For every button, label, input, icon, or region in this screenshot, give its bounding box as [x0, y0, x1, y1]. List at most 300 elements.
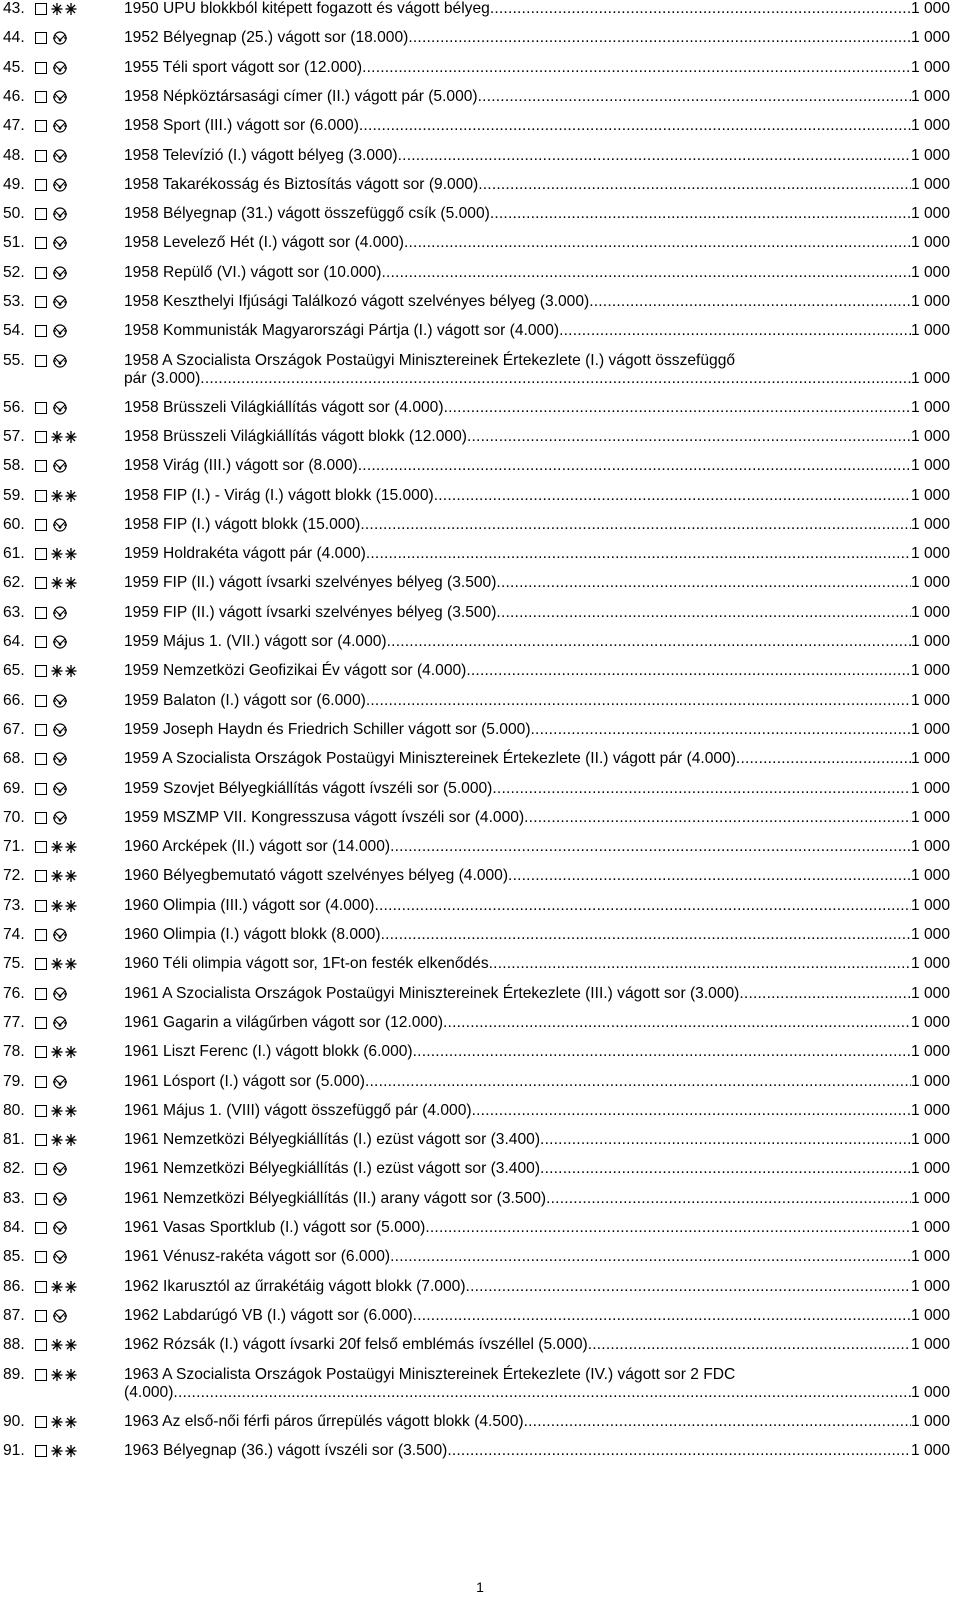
item-price: 1 000 [910, 838, 950, 856]
dot-leader [739, 985, 911, 1003]
item-price: 1 000 [910, 1043, 950, 1061]
postmark-icon [51, 723, 77, 737]
item-title: 1958 Televízió (I.) vágott bélyeg (3.000) [124, 146, 398, 164]
item-description [124, 809, 950, 827]
item-number: 43. [3, 0, 25, 17]
item-title: 1958 Brüsszeli Világkiállítás vágott sor (4.000) [124, 398, 444, 416]
asterisk-pair-icon [51, 489, 77, 503]
asterisk-pair-icon [51, 1415, 77, 1429]
checkbox[interactable] [35, 179, 47, 191]
asterisk-pair-icon [51, 430, 77, 444]
dot-leader [173, 1384, 911, 1402]
dot-leader [540, 1131, 911, 1149]
item-number: 61. [3, 545, 25, 563]
list-item [3, 692, 950, 710]
dot-leader [381, 926, 911, 944]
item-title: 1960 Bélyegbemutató vágott szelvényes bélyeg (4.000) [124, 867, 509, 885]
dot-leader [434, 487, 911, 505]
checkbox[interactable] [35, 1076, 47, 1088]
item-price: 1 000 [910, 1189, 950, 1207]
dot-leader [466, 662, 911, 680]
item-price: 1 000 [910, 955, 950, 973]
dot-leader [540, 1160, 911, 1178]
item-number: 75. [3, 955, 25, 973]
dot-leader [559, 322, 911, 340]
item-price: 1 000 [910, 1441, 950, 1459]
item-number: 65. [3, 662, 25, 680]
list-item [3, 1413, 950, 1431]
item-title: 1958 FIP (I.) - Virág (I.) vágott blokk (15.000) [124, 486, 434, 504]
item-price: 1 000 [910, 146, 950, 164]
item-title-continuation-line [124, 370, 950, 388]
list-item [3, 516, 950, 534]
asterisk-pair-icon [51, 899, 77, 913]
item-number: 57. [3, 427, 25, 445]
item-price: 1 000 [910, 58, 950, 76]
checkbox[interactable] [35, 208, 47, 220]
item-number: 47. [3, 117, 25, 135]
checkbox[interactable] [35, 1251, 47, 1263]
checkbox[interactable] [35, 120, 47, 132]
item-description [124, 780, 950, 798]
item-price: 1 000 [910, 896, 950, 914]
dot-leader [374, 897, 910, 915]
item-title: 1958 Sport (III.) vágott sor (6.000) [124, 117, 359, 135]
item-description [124, 1014, 950, 1032]
checkbox[interactable] [35, 929, 47, 941]
checkbox[interactable] [35, 1193, 47, 1205]
checkbox[interactable] [35, 958, 47, 970]
dot-leader [398, 147, 911, 165]
item-price: 1 000 [910, 720, 950, 738]
item-price: 1 000 [910, 486, 950, 504]
item-number: 86. [3, 1277, 25, 1295]
item-price: 1 000 [910, 867, 950, 885]
item-title: 1963 A Szocialista Országok Postaügyi Minisztereinek Értekezlete (IV.) vágott sor 2 FDC [124, 1365, 736, 1383]
checkbox[interactable] [35, 431, 47, 443]
checkbox[interactable] [35, 1310, 47, 1322]
checkbox[interactable] [35, 870, 47, 882]
item-title: 1959 MSZMP VII. Kongresszusa vágott ívszéli sor (4.000) [124, 808, 525, 826]
list-item [3, 29, 950, 47]
asterisk-pair-icon [51, 547, 77, 561]
checkbox[interactable] [35, 402, 47, 414]
item-number: 48. [3, 146, 25, 164]
item-title: 1958 A Szocialista Országok Postaügyi Minisztereinek Értekezlete (I.) vágott összefüggő [124, 351, 736, 369]
item-description [124, 662, 950, 680]
postmark-icon [51, 1250, 77, 1264]
item-description [124, 838, 950, 856]
list-item [3, 633, 950, 651]
list-item [3, 399, 950, 417]
checkbox[interactable] [35, 1017, 47, 1029]
item-price: 1 000 [910, 175, 950, 193]
item-title: 1961 Liszt Ferenc (I.) vágott blokk (6.000) [124, 1043, 413, 1061]
item-number: 81. [3, 1131, 25, 1149]
page-number: 1 [476, 1579, 484, 1595]
item-price: 1 000 [910, 1306, 950, 1324]
item-number: 85. [3, 1248, 25, 1266]
dot-leader [362, 59, 911, 77]
item-description [124, 1307, 950, 1325]
list-item [3, 428, 950, 446]
item-number: 56. [3, 398, 25, 416]
checkbox[interactable] [35, 665, 47, 677]
list-item [3, 721, 950, 739]
postmark-icon [51, 1075, 77, 1089]
list-item [3, 604, 950, 622]
item-number: 60. [3, 515, 25, 533]
checkbox[interactable] [35, 1369, 47, 1381]
item-description [124, 985, 950, 1003]
asterisk-pair-icon [51, 2, 77, 16]
dot-leader [524, 809, 911, 827]
asterisk-pair-icon [51, 1368, 77, 1382]
item-number: 68. [3, 750, 25, 768]
item-title: 1958 Keszthelyi Ifjúsági Találkozó vágott szelvényes bélyeg (3.000) [124, 293, 590, 310]
dot-leader [200, 370, 911, 388]
item-description [124, 147, 950, 165]
postmark-icon [51, 606, 77, 620]
item-description [124, 1102, 950, 1120]
dot-leader [444, 399, 911, 417]
dot-leader [588, 1336, 911, 1354]
item-number: 73. [3, 896, 25, 914]
list-item [3, 926, 950, 944]
checkbox[interactable] [35, 32, 47, 44]
item-title: 1961 Nemzetközi Bélyegkiállítás (II.) arany vágott sor (3.500) [124, 1189, 547, 1207]
dot-leader [478, 88, 911, 106]
dot-leader [359, 117, 911, 135]
checkbox[interactable] [35, 490, 47, 502]
checkbox[interactable] [35, 1105, 47, 1117]
postmark-icon [51, 31, 77, 45]
list-item [3, 59, 950, 77]
item-price: 1 000 [910, 1131, 950, 1149]
item-description [124, 29, 950, 47]
checkbox[interactable] [35, 237, 47, 249]
item-number: 74. [3, 926, 25, 943]
item-description [124, 1160, 950, 1178]
dot-leader [408, 29, 911, 47]
checkbox[interactable] [35, 1134, 47, 1146]
item-number: 49. [3, 175, 25, 193]
list-item [3, 955, 950, 973]
list-item [3, 867, 950, 885]
list-item [3, 264, 950, 282]
list-item [3, 147, 950, 165]
item-price: 1 000 [910, 662, 950, 680]
item-title: 1962 Rózsák (I.) vágott ívsarki 20f felső emblémás ívszéllel (5.000) [124, 1336, 588, 1354]
item-description [124, 955, 950, 973]
checkbox[interactable] [35, 548, 47, 560]
list-item [3, 1102, 950, 1120]
item-title: 1961 A Szocialista Országok Postaügyi Minisztereinek Értekezlete (III.) vágott sor (3.000) [124, 984, 740, 1002]
item-description [124, 399, 950, 417]
postmark-icon [51, 1309, 77, 1323]
checkbox[interactable] [35, 1222, 47, 1234]
item-price: 1 000 [910, 515, 950, 533]
item-price: 1 000 [910, 322, 950, 340]
item-title: 1958 Kommunisták Magyarországi Pártja (I.) vágott sor (4.000) [124, 322, 560, 340]
list-item [3, 1043, 950, 1061]
postmark-icon [51, 324, 77, 338]
postmark-icon [51, 354, 77, 368]
checkbox[interactable] [35, 636, 47, 648]
item-description [124, 1248, 950, 1266]
item-description [124, 633, 950, 651]
postmark-icon [51, 119, 77, 133]
item-price: 1 000 [910, 1248, 950, 1266]
list-item [3, 574, 950, 592]
dot-leader [546, 1190, 911, 1208]
checkbox[interactable] [35, 150, 47, 162]
asterisk-pair-icon [51, 1133, 77, 1147]
item-number: 62. [3, 574, 25, 592]
postmark-icon [51, 782, 77, 796]
item-price: 1 000 [910, 1013, 950, 1031]
item-description [124, 574, 950, 592]
list-item [3, 750, 950, 768]
checkbox[interactable] [35, 695, 47, 707]
checkbox[interactable] [35, 62, 47, 74]
checkbox[interactable] [35, 1163, 47, 1175]
item-price: 1 000 [910, 1160, 950, 1178]
item-title: 1961 Nemzetközi Bélyegkiállítás (I.) ezüst vágott sor (3.400) [124, 1160, 541, 1178]
checkbox[interactable] [35, 91, 47, 103]
dot-leader [366, 545, 911, 563]
item-title: 1959 Balaton (I.) vágott sor (6.000) [124, 691, 366, 709]
item-description [124, 604, 950, 622]
dot-leader [531, 721, 911, 739]
list-item [3, 1366, 950, 1402]
item-price: 1 000 [910, 691, 950, 709]
dot-leader [508, 867, 911, 885]
checkbox[interactable] [35, 1416, 47, 1428]
item-price: 1 000 [910, 984, 950, 1002]
dot-leader [524, 1413, 911, 1431]
dot-leader [467, 428, 911, 446]
item-title: 1961 Vasas Sportklub (I.) vágott sor (5.000) [124, 1219, 426, 1236]
list-item [3, 545, 950, 563]
item-price: 1 000 [910, 633, 950, 650]
checkbox[interactable] [35, 753, 47, 765]
dot-leader [366, 692, 911, 710]
list-item [3, 205, 950, 223]
item-number: 76. [3, 984, 25, 1002]
item-number: 84. [3, 1219, 25, 1236]
item-description [124, 264, 950, 282]
checkbox[interactable] [35, 355, 47, 367]
item-description [124, 457, 950, 475]
checkbox[interactable] [35, 577, 47, 589]
dot-leader [365, 1073, 911, 1091]
item-price: 1 000 [910, 398, 950, 416]
item-title: 1958 Bélyegnap (31.) vágott összefüggő csík (5.000) [124, 205, 490, 223]
item-description [124, 293, 950, 311]
item-description [124, 428, 950, 446]
dot-leader [447, 1442, 911, 1460]
list-item [3, 1442, 950, 1460]
item-number: 45. [3, 58, 25, 76]
item-price: 1 000 [910, 87, 950, 105]
list-item [3, 234, 950, 252]
asterisk-pair-icon [51, 957, 77, 971]
postmark-icon [51, 1192, 77, 1206]
item-number: 88. [3, 1336, 25, 1354]
asterisk-pair-icon [51, 664, 77, 678]
item-price: 1 000 [910, 457, 950, 475]
item-title: 1962 Ikarusztól az űrrakétáig vágott blokk (7.000) [124, 1277, 466, 1295]
item-title: 1961 Nemzetközi Bélyegkiállítás (I.) ezüst vágott sor (3.400) [124, 1131, 541, 1149]
item-title-continuation: pár (3.000) [124, 369, 201, 387]
item-description [124, 117, 950, 135]
item-description [124, 322, 950, 340]
postmark-icon [51, 178, 77, 192]
dot-leader [360, 516, 911, 534]
list-item [3, 780, 950, 798]
item-number: 87. [3, 1306, 25, 1324]
item-price: 1 000 [910, 603, 950, 621]
postmark-icon [51, 61, 77, 75]
item-number: 80. [3, 1101, 25, 1119]
checkbox[interactable] [35, 1445, 47, 1457]
checkbox[interactable] [35, 1046, 47, 1058]
item-title: 1958 Takarékosság és Biztosítás vágott sor (9.000) [124, 175, 479, 193]
item-description [124, 1190, 950, 1208]
item-title: 1960 Téli olimpia vágott sor, 1Ft-on festék elkenődés [124, 955, 489, 973]
checkbox[interactable] [35, 724, 47, 736]
item-description [124, 88, 950, 106]
asterisk-pair-icon [51, 840, 77, 854]
checkbox[interactable] [35, 3, 47, 15]
postmark-icon [51, 266, 77, 280]
item-number: 79. [3, 1072, 25, 1090]
item-number: 77. [3, 1013, 25, 1031]
item-number: 90. [3, 1412, 25, 1430]
checkbox[interactable] [35, 607, 47, 619]
item-price: 1 000 [910, 808, 950, 826]
dot-leader [413, 1043, 911, 1061]
dot-leader [589, 293, 911, 311]
list-item [3, 809, 950, 827]
item-description [124, 867, 950, 885]
item-title: 1959 Joseph Haydn és Friedrich Schiller vágott sor (5.000) [124, 720, 531, 738]
list-item [3, 1307, 950, 1325]
item-title: 1959 Nemzetközi Geofizikai Év vágott sor (4.000) [124, 662, 467, 680]
asterisk-pair-icon [51, 1104, 77, 1118]
item-description [124, 487, 950, 505]
item-description [124, 352, 950, 388]
item-price: 1 000 [910, 1072, 950, 1090]
checkbox[interactable] [35, 519, 47, 531]
item-price: 1 000 [910, 1219, 950, 1236]
postmark-icon [51, 811, 77, 825]
list-item [3, 1131, 950, 1149]
item-title: 1958 Brüsszeli Világkiállítás vágott blokk (12.000) [124, 427, 467, 445]
checkbox[interactable] [35, 267, 47, 279]
item-description [124, 1131, 950, 1149]
item-price: 1 000 [910, 1336, 950, 1354]
item-title: 1958 Levelező Hét (I.) vágott sor (4.000) [124, 234, 404, 252]
list-item [3, 1336, 950, 1354]
list-item [3, 293, 950, 311]
item-description [124, 1366, 950, 1402]
dot-leader [443, 1014, 911, 1032]
item-price: 1 000 [910, 750, 950, 768]
list-item [3, 1278, 950, 1296]
checkbox[interactable] [35, 783, 47, 795]
item-description [124, 1278, 950, 1296]
asterisk-pair-icon [51, 1338, 77, 1352]
item-price: 1 000 [910, 0, 950, 17]
item-title: 1958 Népköztársasági címer (II.) vágott pár (5.000) [124, 87, 478, 105]
dot-leader [490, 0, 911, 18]
item-price: 1 000 [910, 926, 950, 943]
postmark-icon [51, 694, 77, 708]
list-item [3, 1248, 950, 1266]
postmark-icon [51, 518, 77, 532]
dot-leader [492, 780, 911, 798]
item-number: 58. [3, 457, 25, 475]
item-title: 1958 FIP (I.) vágott blokk (15.000) [124, 515, 361, 533]
item-number: 83. [3, 1189, 25, 1207]
list-item [3, 1014, 950, 1032]
item-description [124, 1413, 950, 1431]
item-description [124, 516, 950, 534]
list-item [3, 897, 950, 915]
list-item [3, 457, 950, 475]
checkbox[interactable] [35, 1281, 47, 1293]
item-number: 63. [3, 603, 25, 621]
item-description [124, 1043, 950, 1061]
dot-leader [381, 264, 911, 282]
checkbox[interactable] [35, 812, 47, 824]
checkbox[interactable] [35, 1339, 47, 1351]
item-description [124, 0, 950, 18]
item-title: 1959 Szovjet Bélyegkiállítás vágott ívszéli sor (5.000) [124, 779, 493, 797]
checkbox[interactable] [35, 296, 47, 308]
item-title: 1960 Olimpia (III.) vágott sor (4.000) [124, 896, 375, 914]
item-description [124, 721, 950, 739]
item-number: 54. [3, 322, 25, 340]
dot-leader [472, 1102, 911, 1120]
item-title: 1962 Labdarúgó VB (I.) vágott sor (6.000) [124, 1306, 413, 1324]
item-description [124, 1442, 950, 1460]
asterisk-pair-icon [51, 1444, 77, 1458]
checkbox[interactable] [35, 988, 47, 1000]
checkbox[interactable] [35, 841, 47, 853]
postmark-icon [51, 752, 77, 766]
item-title: 1963 Bélyegnap (36.) vágott ívszéli sor (3.500) [124, 1441, 448, 1459]
list-item [3, 322, 950, 340]
dot-leader [413, 1307, 911, 1325]
checkbox[interactable] [35, 900, 47, 912]
item-number: 64. [3, 633, 25, 650]
item-price: 1 000 [910, 29, 950, 47]
postmark-icon [51, 236, 77, 250]
checkbox[interactable] [35, 325, 47, 337]
postmark-icon [51, 401, 77, 415]
checkbox[interactable] [35, 460, 47, 472]
dot-leader [736, 750, 911, 768]
item-price: 1 000 [910, 263, 950, 281]
asterisk-pair-icon [51, 1280, 77, 1294]
item-title: 1960 Arcképek (II.) vágott sor (14.000) [124, 838, 391, 856]
dot-leader [489, 955, 911, 973]
item-price: 1 000 [910, 1412, 950, 1430]
item-price: 1 000 [910, 1383, 950, 1401]
